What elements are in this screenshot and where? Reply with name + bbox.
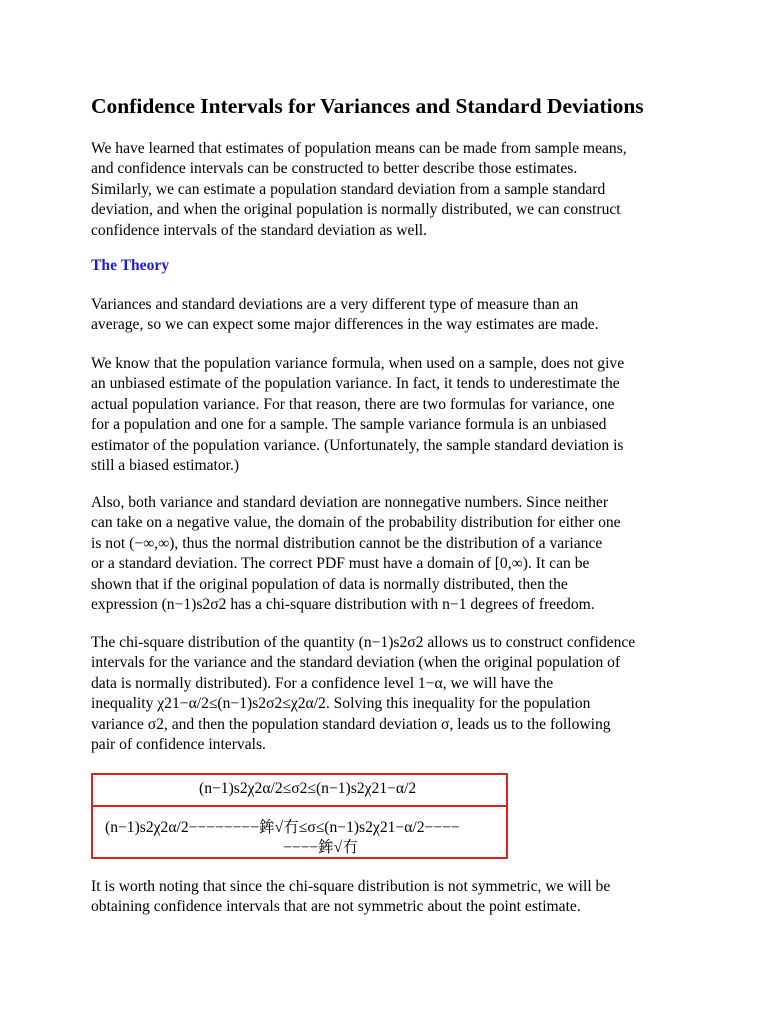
text-line: confidence intervals of the standard deviation as well. bbox=[91, 221, 428, 239]
page-title: Confidence Intervals for Variances and Standard Deviations bbox=[91, 94, 644, 118]
text-line: shown that if the original population of data is normally distributed, then the bbox=[91, 575, 568, 593]
text-line: estimator of the population variance. (Unfortunately, the sample standard deviation is bbox=[91, 436, 624, 454]
text-line: is not (−∞,∞), thus the normal distribution cannot be the distribution of a variance bbox=[91, 534, 603, 552]
text-line: deviation, and when the original population is normally distributed, we can construct bbox=[91, 201, 621, 219]
text-line: inequality χ21−α/2≤(n−1)s2σ2≤χ2α/2. Solving this inequality for the population bbox=[91, 695, 591, 713]
text-line: actual population variance. For that reason, there are two formulas for variance, one bbox=[91, 395, 615, 413]
stddev-interval-formula-line-2: −−−−鉾√冇 bbox=[283, 839, 358, 856]
theory-paragraph-3 bbox=[91, 493, 621, 615]
text-line: still a biased estimator.) bbox=[91, 457, 240, 475]
theory-paragraph-2 bbox=[91, 354, 624, 476]
text-line: can take on a negative value, the domain of the probability distribution for either one bbox=[91, 514, 621, 532]
variance-interval-formula: (n−1)s2χ2α/2≤σ2≤(n−1)s2χ21−α/2 bbox=[199, 780, 417, 797]
text-line: We have learned that estimates of population means can be made from sample means, bbox=[91, 140, 627, 157]
text-line: variance σ2, and then the population standard deviation σ, leads us to the following bbox=[91, 715, 611, 733]
text-line: or a standard deviation. The correct PDF must have a domain of [0,∞). It can be bbox=[91, 555, 590, 573]
text-line: data is normally distributed). For a confidence level 1−α, we will have the bbox=[91, 674, 554, 692]
intro-paragraph bbox=[91, 139, 627, 241]
text-line: and confidence intervals can be constructed to better describe those estimates. bbox=[91, 160, 578, 178]
text-line: obtaining confidence intervals that are not symmetric about the point estimate. bbox=[91, 898, 581, 916]
text-line: The chi-square distribution of the quantity (n−1)s2σ2 allows us to construct confidence bbox=[91, 634, 636, 651]
theory-paragraph-1 bbox=[91, 295, 599, 336]
text-line: for a population and one for a sample. The sample variance formula is an unbiased bbox=[91, 416, 607, 434]
text-line: pair of confidence intervals. bbox=[91, 736, 266, 754]
text-line: intervals for the variance and the standard deviation (when the original population of bbox=[91, 654, 621, 672]
text-line: It is worth noting that since the chi-square distribution is not symmetric, we will be bbox=[91, 878, 611, 895]
text-line: Variances and standard deviations are a very different type of measure than an bbox=[91, 296, 579, 313]
formula-divider bbox=[93, 805, 506, 807]
closing-paragraph bbox=[91, 877, 610, 918]
text-line: an unbiased estimate of the population variance. In fact, it tends to underestimate the bbox=[91, 375, 620, 393]
text-line: expression (n−1)s2σ2 has a chi-square distribution with n−1 degrees of freedom. bbox=[91, 596, 595, 614]
section-heading: The Theory bbox=[91, 257, 170, 274]
theory-paragraph-4 bbox=[91, 633, 635, 755]
text-line: Also, both variance and standard deviation are nonnegative numbers. Since neither bbox=[91, 494, 609, 511]
text-line: We know that the population variance formula, when used on a sample, does not give bbox=[91, 355, 625, 372]
text-line: average, so we can expect some major differences in the way estimates are made. bbox=[91, 316, 599, 334]
text-line: Similarly, we can estimate a population standard deviation from a sample standard bbox=[91, 180, 606, 198]
confidence-interval-formula-box bbox=[91, 773, 508, 859]
stddev-interval-formula-line-1: (n−1)s2χ2α/2−−−−−−−−鉾√冇≤σ≤(n−1)s2χ21−α/2−−−− bbox=[105, 819, 460, 836]
